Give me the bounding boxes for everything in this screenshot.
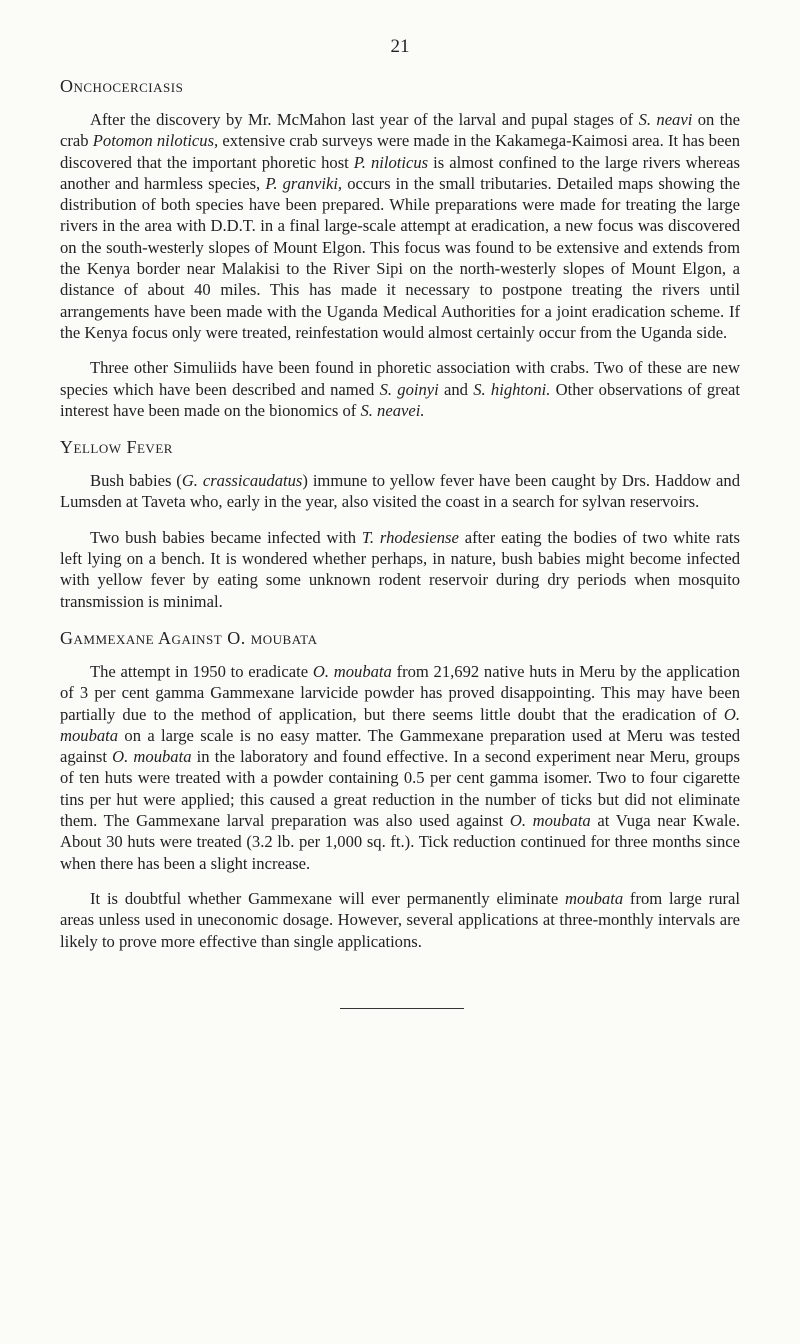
paragraph [60,888,740,952]
text-run: is almost confined to the large rivers whereas another and harmless species, [60,152,740,193]
italic-text: P. niloticus [353,152,429,172]
text-run: occurs in the small tributaries. Detailed maps showing the distribution of both species have been prepared. While preparations were made for treating the large rivers in the area with D.D.T. in a final large-scale attempt at eradication, a new focus was discovered on the south-westerly slopes of Mount Elgon. This focus was found to be extensive and extends from the Kenya border near Malakisi to the River Sipi on the north-westerly slopes of Mount Elgon, a distance of about 40 miles. This has made it necessary to postpone treating the rivers until arrangements have been made with the Uganda Medical Authorities for a joint eradication scheme. If the Kenya focus only were treated, reinfestation would almost certainly occur from the Uganda side. [60,173,740,342]
text-run: extensive crab surveys were made in the Kakamega-Kaimosi area. It has been discovered that the important phoretic host [60,131,740,172]
end-rule [340,1008,464,1009]
text-run: Three other Simuliids have been found in phoretic association with crabs. Two of these are new species which have been described and named [60,358,740,399]
paragraph [60,470,740,513]
text-run: and [438,379,474,399]
text-run: ) immune to yellow fever have been caught by Drs. Haddow and Lumsden at Taveta who, early in the year, also visited the coast in a search for sylvan reservoirs. [60,471,740,512]
section-heading: Yellow Fever [60,437,173,458]
text-run: from 21,692 native huts in Meru by the application of 3 per cent gamma Gammexane larvicide powder has proved disappointing. This may have been partially due to the method of application, but there seems little doubt that the eradication of [60,661,741,724]
paragraph [60,357,740,421]
section-gammexane-against-o-moubata [60,628,740,952]
italic-text: P. granviki, [265,173,343,193]
paragraph [60,661,740,874]
page-number: 21 [390,36,410,57]
italic-text: S. hightoni. [473,379,551,399]
italic-text: O. moubata [60,704,740,745]
text-run: After the discovery by Mr. McMahon last year of the larval and pupal stages of [90,110,639,129]
text-run: in the laboratory and found effective. In a second experiment near Meru, groups of ten huts were treated with a powder containing 0.5 per cent gamma isomer. Two to four cigarette tins per hut were applied; this caused a great reduction in the number of ticks but did not eliminate them. The Gammexane larval preparation was also used against [60,747,741,831]
text-run: The attempt in 1950 to eradicate [90,661,313,681]
text-run: Other observations of great interest have been made on the bionomics of [60,379,740,420]
text-run: It is doubtful whether Gammexane will ever permanently eliminate [90,888,566,908]
italic-text: O. moubata [312,661,392,681]
text-run: on a large scale is no easy matter. The Gammexane preparation used at Meru was tested against [60,725,740,767]
italic-text: G. crassicaudatus [181,471,303,491]
text-run: Two bush babies became infected with [90,527,362,547]
italic-text: Potomon niloticus, [92,131,219,151]
italic-text: S. goinyi [379,379,439,399]
italic-text: S. neavi [638,110,693,129]
text-run: from large rural areas unless used in uneconomic dosage. However, several applications at three-monthly intervals are likely to prove more effective than single applications. [60,888,740,951]
italic-text: O. moubata [509,811,591,831]
italic-text: T. rhodesiense [361,527,459,547]
italic-text: S. neavei. [360,400,425,420]
section-heading: Onchocerciasis [60,76,184,96]
italic-text: moubata [565,888,624,908]
paragraph [60,527,740,612]
document-body [60,76,740,968]
text-run: after eating the bodies of two white rats left lying on a bench. It is wondered whether perhaps, in nature, bush babies might become infected with yellow fever by eating some unknown rodent reservoir during dry periods when mosquito transmission is minimal. [60,527,740,611]
text-run: Bush babies ( [90,471,182,491]
section-heading: Gammexane Against O. moubata [60,627,318,648]
italic-text: O. moubata [112,747,192,767]
paragraph [60,109,740,343]
text-run: on the crab [60,110,740,151]
section-onchocerciasis [60,76,740,421]
text-run: at Vuga near Kwale. About 30 huts were treated (3.2 lb. per 1,000 sq. ft.). Tick reduction continued for three months since when there has been a slight increase. [60,811,740,873]
section-yellow-fever [60,437,740,612]
